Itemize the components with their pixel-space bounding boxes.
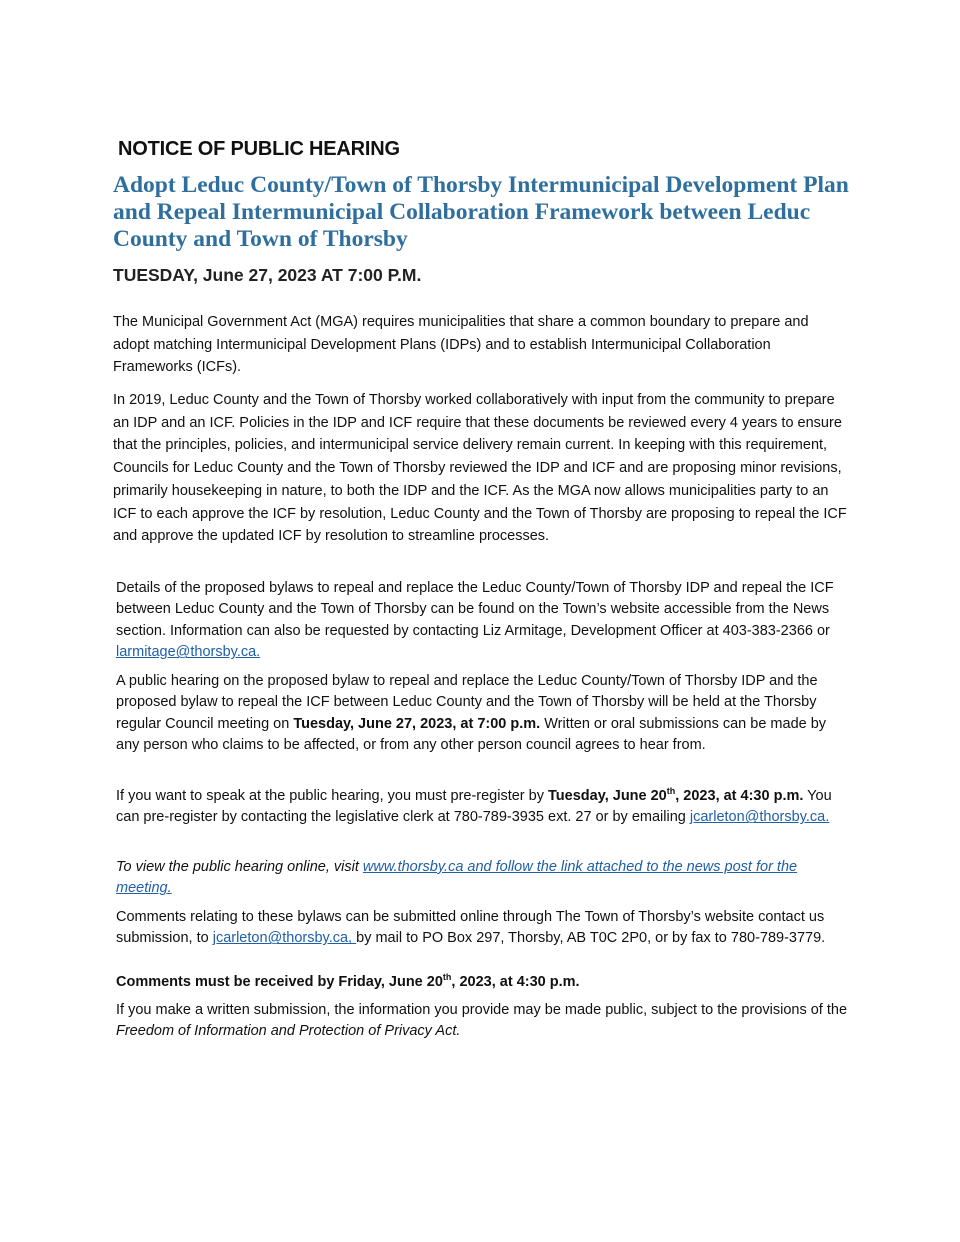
comments-text2: by mail to PO Box 297, Thorsby, AB T0C 2P0, or by fax to 780-789-3779. <box>356 930 826 947</box>
email-link-carleton[interactable]: jcarleton@thorsby.ca. <box>689 809 830 826</box>
notice-heading: NOTICE OF PUBLIC HEARING <box>118 138 400 160</box>
paragraph-hearing-text: A public hearing on the proposed bylaw to repeal and replace the Leduc County/Town of Thorsby IDP and the proposed bylaw to repeal the ICF between Leduc County and the Town of Thorsby will be held at the Thorsby regular Council meeting on <box>116 673 818 732</box>
paragraph-comments <box>116 907 851 950</box>
preregister-deadline-time: , 2023, at 4:30 p.m. <box>675 788 804 804</box>
view-online-text: To view the public hearing online, visit <box>116 859 363 875</box>
paragraph-hearing <box>116 671 851 757</box>
page-title: Adopt Leduc County/Town of Thorsby Intermunicipal Development Plan and Repeal Intermunicipal Collaboration Framework between Leduc County and Town of Thorsby <box>113 172 849 252</box>
hearing-datetime: Tuesday, June 27, 2023, at 7:00 p.m. <box>293 715 541 732</box>
preregister-text: If you want to speak at the public hearing, you must pre-register by <box>116 788 549 804</box>
hearing-date: TUESDAY, June 27, 2023 AT 7:00 P.M. <box>113 265 422 285</box>
comments-deadline-date: Comments must be received by Friday, June 20 <box>116 974 443 990</box>
preregister-text2: You can pre-register by contacting the legislative clerk at 780-789-3935 ext. 27 or by emailing <box>116 788 832 826</box>
website-link[interactable]: www.thorsby.ca and follow the link attached to the news post for the meeting. <box>116 859 798 897</box>
comments-deadline-time: , 2023, at 4:30 p.m. <box>451 974 580 990</box>
paragraph-preregister <box>116 786 851 829</box>
comments-text: Comments relating to these bylaws can be submitted online through The Town of Thorsby’s website contact us submission, to <box>116 909 825 947</box>
privacy-text: If you make a written submission, the information you provide may be made public, subject to the provisions of the <box>116 1002 848 1018</box>
paragraph-hearing-text2: Written or oral submissions can be made by any person who claims to be affected, or from any other person council agrees to hear from. <box>116 715 827 754</box>
email-link-carleton-2[interactable]: jcarleton@thorsby.ca, <box>212 930 357 947</box>
paragraph-background: In 2019, Leduc County and the Town of Thorsby worked collaboratively with input from the community to prepare an IDP and an ICF. Policies in the IDP and ICF require that these documents be reviewed every 4 years to ensure that the principles, policies, and intermunicipal service delivery remain current. In keeping with this requirement, Councils for Leduc County and the Town of Thorsby reviewed the IDP and ICF and are proposing minor revisions, primarily housekeeping in nature, to both the IDP and the ICF. As the MGA now allows municipalities party to an ICF to each approve the ICF by resolution, Leduc County and the Town of Thorsby are proposing to repeal the ICF and approve the updated ICF by resolution to streamline processes. <box>113 392 847 545</box>
paragraph-mga: The Municipal Government Act (MGA) requires municipalities that share a common boundary to prepare and adopt matching Intermunicipal Development Plans (IDPs) and to establish Intermunicipal Collaboration Frameworks (ICFs). <box>113 314 809 376</box>
preregister-deadline-date: Tuesday, June 20 <box>548 788 667 804</box>
privacy-act-name: Freedom of Information and Protection of Privacy Act. <box>116 1023 461 1040</box>
paragraph-view-online <box>116 857 851 900</box>
comments-deadline-sup: th <box>442 972 452 983</box>
preregister-deadline-sup: th <box>666 786 676 797</box>
email-link-armitage[interactable]: larmitage@thorsby.ca. <box>116 644 261 661</box>
paragraph-details-text: Details of the proposed bylaws to repeal and replace the Leduc County/Town of Thorsby IDP and repeal the ICF between Leduc County and the Town of Thorsby can be found on the Town’s website accessible from the News section. Information can also be requested by contacting Liz Armitage, Development Officer at 403-383-2366 or <box>116 580 834 639</box>
paragraph-privacy <box>116 1000 851 1043</box>
paragraph-deadline <box>116 972 851 993</box>
paragraph-details <box>116 578 851 664</box>
